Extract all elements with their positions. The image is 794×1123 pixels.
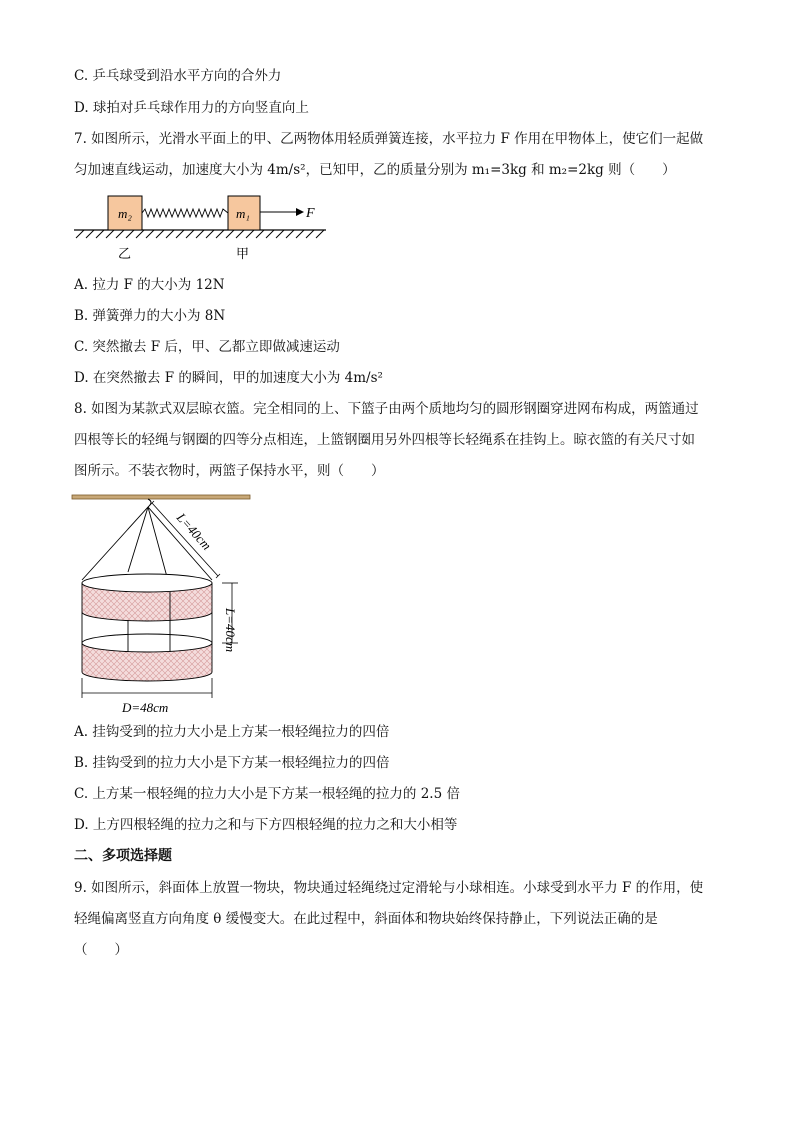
jia-label: 甲: [236, 246, 250, 261]
q8-stem-line2: 四根等长的轻绳与钢圈的四等分点相连，上篮钢圈用另外四根等长轻绳系在挂钩上。晾衣篮的有关尺寸如: [74, 432, 695, 448]
q8-option-d: D. 上方四根轻绳的拉力之和与下方四根轻绳的拉力之和大小相等: [74, 817, 458, 833]
q7-option-b: B. 弹簧弹力的大小为 8N: [74, 308, 226, 324]
q8-drying-basket-diagram: [60, 490, 260, 715]
q7-stem-line2: 匀加速直线运动，加速度大小为 4m/s²，已知甲，乙的质量分别为 m₁=3kg 和 m₂=2kg 则（ ）: [74, 162, 676, 178]
q7-option-d: D. 在突然撤去 F 的瞬间，甲的加速度大小为 4m/s²: [74, 370, 383, 386]
q9-stem-line2: 轻绳偏离竖直方向角度 θ 缓慢变大。在此过程中，斜面体和物块始终保持静止，下列说法正确的是: [74, 911, 658, 927]
diameter-label: D=48cm: [122, 700, 169, 715]
q6-option-d: D. 球拍对乒乓球作用力的方向竖直向上: [74, 100, 309, 116]
q7-spring-blocks-diagram: [70, 192, 340, 264]
q8-option-b: B. 挂钩受到的拉力大小是下方某一根轻绳拉力的四倍: [74, 755, 390, 771]
q8-option-a: A. 挂钩受到的拉力大小是上方某一根轻绳拉力的四倍: [74, 724, 390, 740]
yi-label: 乙: [118, 246, 132, 261]
force-arrowhead: [296, 208, 304, 216]
q7-stem-line1: 7. 如图所示，光滑水平面上的甲、乙两物体用轻质弹簧连接，水平拉力 F 作用在甲物体上，使它们一起做: [74, 131, 704, 147]
section-multiple-choice-title: 二、多项选择题: [74, 848, 172, 864]
hanger-bar: [72, 495, 250, 499]
q7-option-a: A. 拉力 F 的大小为 12N: [74, 277, 225, 293]
spring: [142, 209, 228, 217]
height-label: L=40cm: [223, 608, 238, 653]
q9-stem-line3: （ ）: [74, 942, 128, 958]
q9-stem-line1: 9. 如图所示，斜面体上放置一物块，物块通过轻绳绕过定滑轮与小球相连。小球受到水平力 F 的作用，使: [74, 880, 704, 896]
q6-option-c: C. 乒乓球受到沿水平方向的合外力: [74, 68, 282, 84]
q8-stem-line1: 8. 如图为某款式双层晾衣篮。完全相同的上、下篮子由两个质地均匀的圆形钢圈穿进网布构成，两篮通过: [74, 401, 699, 417]
force-label: F: [306, 206, 315, 221]
hook: [148, 499, 151, 507]
m1-label: m₁: [236, 206, 250, 221]
q8-stem-line3: 图所示。不装衣物时，两篮子保持水平，则（ ）: [74, 463, 385, 479]
q8-option-c: C. 上方某一根轻绳的拉力大小是下方某一根轻绳的拉力的 2.5 倍: [74, 786, 460, 802]
q7-option-c: C. 突然撤去 F 后，甲、乙都立即做减速运动: [74, 339, 340, 355]
m2-label: m₂: [118, 206, 132, 221]
rope-length-label: L=40cm: [173, 509, 215, 553]
